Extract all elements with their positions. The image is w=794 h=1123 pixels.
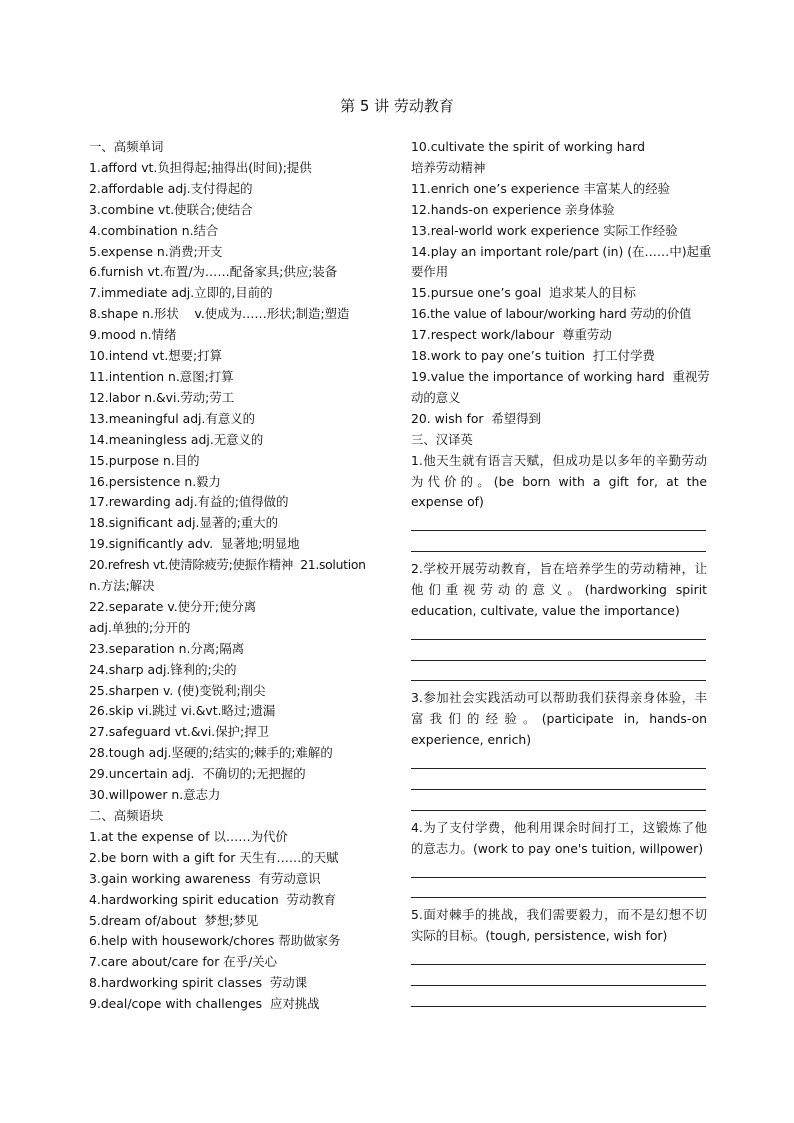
translation-prompt: 2.学校开展劳动教育，旨在培养学生的劳动精神，让他们重视劳动的意义。(hardworking spirit education, cultivate, value the importance)	[411, 561, 707, 618]
section-heading-translation: 三、汉译英	[411, 431, 473, 447]
vocab-item: 8.shape n.形状 v.使成为……形状;制造;塑造	[89, 306, 350, 322]
translation-question	[411, 818, 707, 902]
phrase-list-left	[89, 827, 389, 1015]
vocab-item: 15.purpose n.目的	[89, 452, 200, 468]
answer-line[interactable]	[411, 751, 707, 772]
translation-prompt: 4.为了支付学费，他利用课余时间打工，这锻炼了他的意志力。(work to pay one's tuition, willpower)	[411, 819, 707, 856]
phrase-item: 17.respect work/labour 尊重劳动	[411, 327, 612, 343]
vocab-item: 3.combine vt.使联合;使结合	[89, 201, 253, 217]
phrase-item: 6.help with housework/chores 帮助做家务	[89, 933, 341, 949]
vocab-item: 5.expense n.消费;开支	[89, 243, 223, 259]
vocab-item: n.方法;解决	[89, 578, 155, 594]
phrase-item-continued: 动的意义	[411, 389, 461, 405]
phrase-item: 15.pursue one’s goal 追求某人的目标	[411, 285, 636, 301]
vocab-list	[89, 158, 389, 806]
vocab-item: 18.significant adj.显著的;重大的	[89, 515, 278, 531]
translation-question	[411, 905, 707, 1009]
phrase-item: 16.the value of labour/working hard 劳动的价值	[411, 306, 692, 322]
phrase-item: 13.real-world work experience 实际工作经验	[411, 222, 678, 238]
vocab-item: 9.mood n.情绪	[89, 327, 177, 343]
left-column	[89, 137, 389, 1015]
vocab-item: 25.sharpen v. (使)变锐利;削尖	[89, 682, 266, 698]
vocab-item: 14.meaningless adj.无意义的	[89, 431, 264, 447]
vocab-item: 20.refresh vt.使清除疲劳;使振作精神 21.solution	[89, 557, 366, 573]
vocab-item: 16.persistence n.毅力	[89, 473, 221, 489]
phrase-item: 5.dream of/about 梦想;梦见	[89, 912, 259, 928]
answer-line[interactable]	[411, 643, 707, 664]
answer-line[interactable]	[411, 793, 707, 814]
vocab-item: 30.willpower n.意志力	[89, 787, 221, 803]
answer-line[interactable]	[411, 513, 707, 534]
answer-line[interactable]	[411, 534, 707, 555]
answer-line[interactable]	[411, 622, 707, 643]
phrase-item: 19.value the importance of working hard 重视劳	[411, 368, 710, 384]
vocab-item: 23.separation n.分离;隔离	[89, 640, 245, 656]
vocab-item: 2.affordable adj.支付得起的	[89, 180, 253, 196]
translation-prompt: 5.面对棘手的挑战，我们需要毅力，而不是幻想不切实际的目标。(tough, persistence, wish for)	[411, 907, 707, 944]
vocab-item: 11.intention n.意图;打算	[89, 368, 234, 384]
vocab-item: 6.furnish vt.布置/为……配备家具;供应;装备	[89, 264, 338, 280]
answer-line[interactable]	[411, 860, 707, 881]
vocab-item: 28.tough adj.坚硬的;结实的;棘手的;难解的	[89, 745, 333, 761]
vocab-item: 26.skip vi.跳过 vi.&vt.略过;遗漏	[89, 703, 276, 719]
vocab-item: 12.labor n.&vi.劳动;劳工	[89, 389, 235, 405]
right-column	[411, 137, 712, 1010]
vocab-item: 27.safeguard vt.&vi.保护;捍卫	[89, 724, 269, 740]
phrase-item: 7.care about/care for 在乎/关心	[89, 954, 278, 970]
phrase-item: 4.hardworking spirit education 劳动教育	[89, 891, 337, 907]
vocab-item: 22.separate v.使分开;使分离	[89, 598, 257, 614]
vocab-item: 10.intend vt.想要;打算	[89, 348, 223, 364]
answer-line[interactable]	[411, 989, 707, 1010]
vocab-item: 1.afford vt.负担得起;抽得出(时间);提供	[89, 159, 312, 175]
vocab-item: 19.significantly adv. 显著地;明显地	[89, 536, 300, 552]
answer-line[interactable]	[411, 968, 707, 989]
answer-line[interactable]	[411, 664, 707, 685]
answer-line[interactable]	[411, 881, 707, 902]
phrase-item: 14.play an important role/part (in) (在……中)起重	[411, 243, 712, 259]
section-heading-phrases: 二、高频语块	[89, 808, 164, 823]
translation-question	[411, 688, 707, 813]
section-heading-vocab: 一、高频单词	[89, 139, 164, 154]
translation-prompt: 1.他天生就有语言天赋，但成功是以多年的辛勤劳动为代价的。(be born with a gift for, at the expense of)	[411, 452, 707, 510]
phrase-item-continued: 要作用	[411, 264, 449, 280]
translation-prompt: 3.参加社会实践活动可以帮助我们获得亲身体验，丰富我们的经验。(participate in, hands-on experience, enrich)	[411, 690, 707, 748]
phrase-item: 11.enrich one’s experience 丰富某人的经验	[411, 180, 671, 196]
vocab-item: 24.sharp adj.锋利的;尖的	[89, 661, 237, 677]
vocab-item: 4.combination n.结合	[89, 222, 219, 238]
vocab-item: 17.rewarding adj.有益的;值得做的	[89, 494, 289, 510]
phrase-item: 20. wish for 希望得到	[411, 410, 541, 426]
vocab-item: adj.单独的;分开的	[89, 619, 191, 635]
phrase-item: 18.work to pay one’s tuition 打工付学费	[411, 348, 655, 364]
phrase-list-right	[411, 137, 712, 430]
translation-question	[411, 559, 707, 684]
phrase-item: 3.gain working awareness 有劳动意识	[89, 870, 321, 886]
phrase-item: 12.hands-on experience 亲身体验	[411, 201, 615, 217]
phrase-item: 9.deal/cope with challenges 应对挑战	[89, 996, 320, 1012]
phrase-item: 1.at the expense of 以……为代价	[89, 828, 288, 844]
phrase-item: 10.cultivate the spirit of working hard	[411, 139, 645, 154]
phrase-item: 2.be born with a gift for 天生有……的天赋	[89, 849, 339, 865]
vocab-item: 7.immediate adj.立即的,目前的	[89, 285, 273, 301]
answer-line[interactable]	[411, 772, 707, 793]
vocab-item: 29.uncertain adj. 不确切的;无把握的	[89, 766, 306, 782]
vocab-item: 13.meaningful adj.有意义的	[89, 410, 256, 426]
phrase-item: 8.hardworking spirit classes 劳动课	[89, 975, 308, 991]
page-title: 第 5 讲 劳动教育	[340, 97, 454, 115]
translation-question	[411, 451, 707, 556]
answer-line[interactable]	[411, 947, 707, 968]
phrase-item-translation: 培养劳动精神	[411, 159, 486, 175]
